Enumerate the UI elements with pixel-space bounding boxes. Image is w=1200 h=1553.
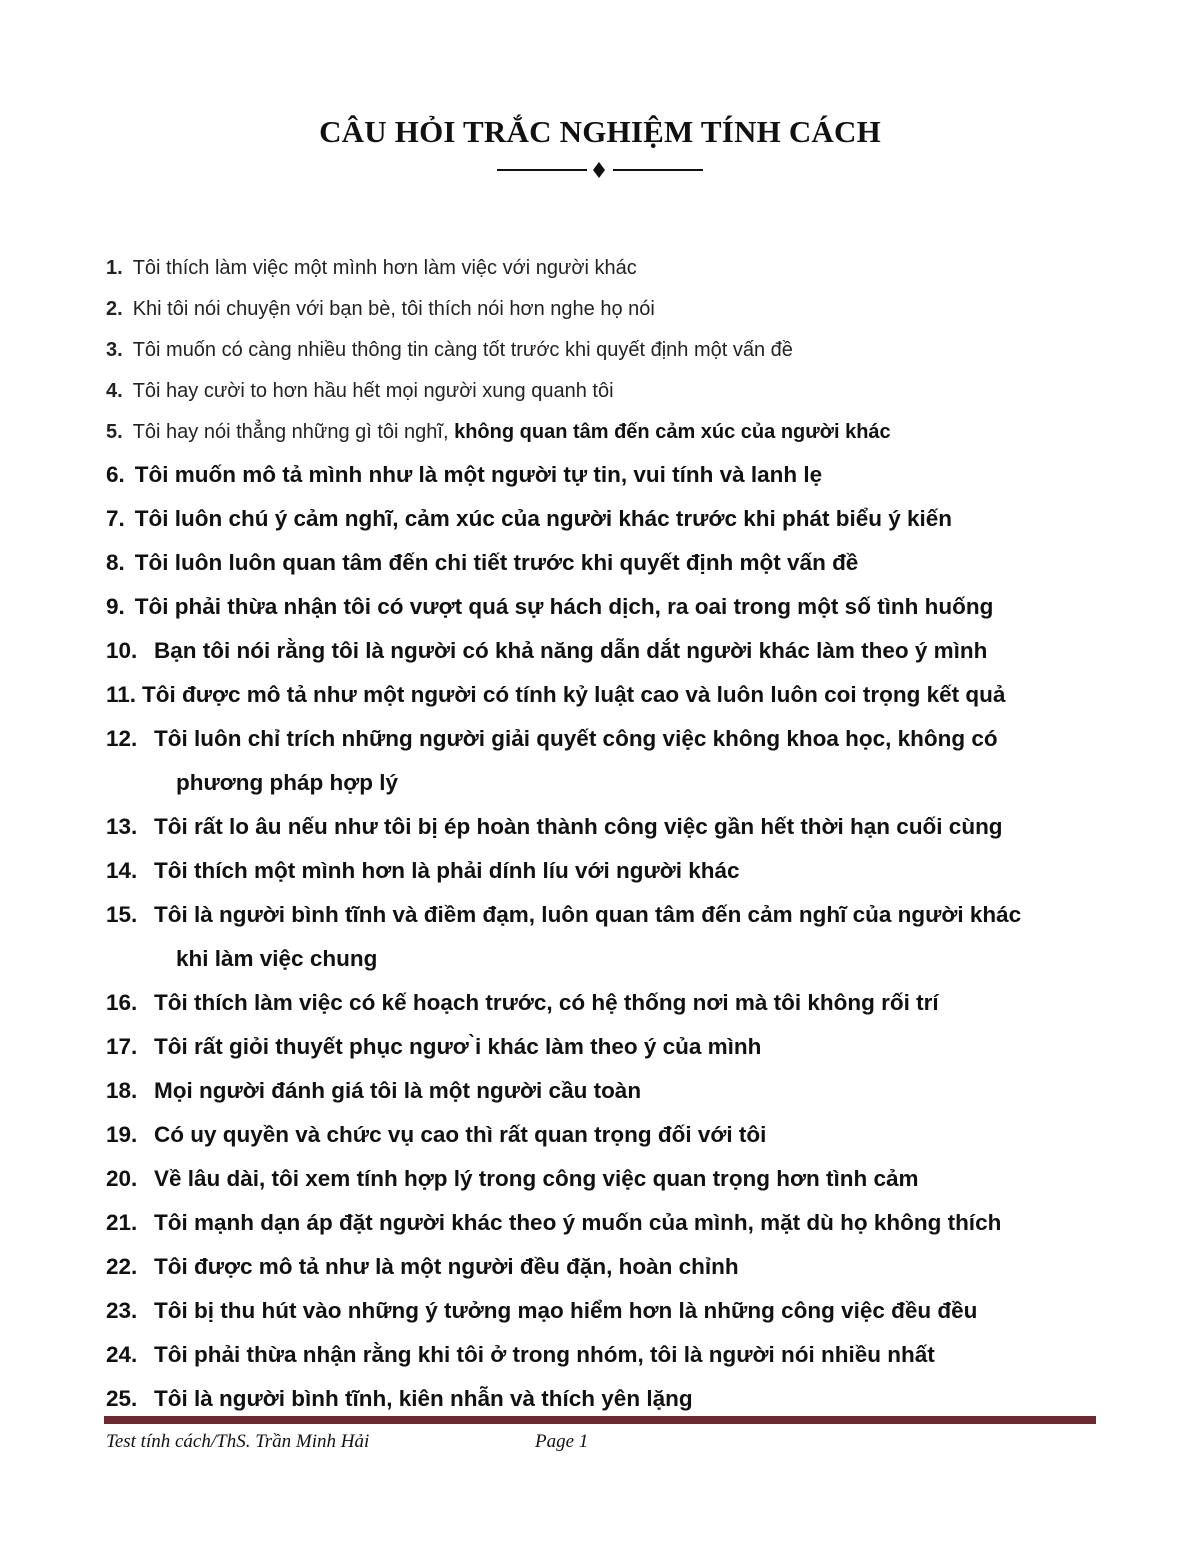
question-item [106, 497, 1092, 541]
question-number: 19. [106, 1122, 138, 1147]
question-number: 15. [106, 902, 138, 927]
question-text: Bạn tôi nói rằng tôi là người có khả năng dẫn dắt người khác làm theo ý mình [154, 638, 988, 663]
question-number: 7. [106, 506, 125, 531]
question-number: 25. [106, 1386, 138, 1411]
question-item [106, 289, 1092, 330]
question-text: Tôi thích một mình hơn là phải dính líu với người khác [154, 858, 740, 883]
question-number: 8. [106, 550, 125, 575]
footer-divider [104, 1416, 1096, 1424]
question-text: Có uy quyền và chức vụ cao thì rất quan trọng đối với tôi [154, 1122, 767, 1147]
question-text: Tôi luôn chú ý cảm nghĩ, cảm xúc của người khác trước khi phát biểu ý kiến [134, 506, 953, 531]
question-text: Tôi muốn mô tả mình như là một người tự tin, vui tính và lanh lẹ [134, 462, 823, 487]
question-number: 21. [106, 1210, 138, 1235]
question-text-continued: phương pháp hợp lý [176, 770, 399, 795]
question-number: 12. [106, 726, 138, 751]
question-item [106, 330, 1092, 371]
question-item [106, 453, 1092, 497]
question-item [106, 412, 1092, 453]
question-number: 3. [106, 339, 123, 361]
question-number: 14. [106, 858, 138, 883]
question-text: Tôi hay nói thẳng những gì tôi nghĩ, [132, 421, 449, 443]
question-item [106, 1377, 1092, 1421]
question-text: Tôi bị thu hút vào những ý tưởng mạo hiểm hơn là những công việc đều đều [154, 1298, 978, 1323]
question-text: Tôi là người bình tĩnh, kiên nhẫn và thích yên lặng [154, 1386, 693, 1411]
question-item [106, 1157, 1092, 1201]
question-text-bold: không quan tâm đến cảm xúc của người khác [448, 421, 891, 443]
question-number: 17. [106, 1034, 138, 1059]
question-item [106, 629, 1092, 673]
ornament-line-left [497, 169, 587, 171]
question-item [106, 1113, 1092, 1157]
question-item [106, 805, 1092, 849]
question-text-wrapper [123, 412, 1092, 453]
question-item [106, 893, 1092, 981]
question-text: Tôi hay cười to hơn hầu hết mọi người xung quanh tôi [132, 380, 614, 402]
question-item [106, 981, 1092, 1025]
question-list [106, 248, 1092, 1421]
ornament-line-right [613, 169, 703, 171]
page-number: Page 1 [535, 1431, 589, 1452]
question-text: Tôi phải thừa nhận rằng khi tôi ở trong nhóm, tôi là người nói nhiều nhất [154, 1342, 935, 1367]
question-text: Mọi người đánh giá tôi là một người cầu toàn [154, 1078, 642, 1103]
question-text: Tôi luôn luôn quan tâm đến chi tiết trước khi quyết định một vấn đề [134, 550, 859, 575]
question-item [106, 849, 1092, 893]
question-item [106, 673, 1092, 717]
footer-author: Test tính cách/ThS. Trần Minh Hải [106, 1431, 370, 1452]
question-item [106, 371, 1092, 412]
question-number: 20. [106, 1166, 138, 1191]
question-item [106, 1289, 1092, 1333]
title-ornament [497, 156, 703, 184]
question-number: 6. [106, 462, 125, 487]
question-number: 11. [106, 682, 137, 707]
question-item [106, 1333, 1092, 1377]
question-number: 24. [106, 1342, 138, 1367]
question-item [106, 1025, 1092, 1069]
question-number: 22. [106, 1254, 138, 1279]
question-text: Tôi thích làm việc một mình hơn làm việc với người khác [132, 257, 637, 279]
question-number: 23. [106, 1298, 138, 1323]
question-text: Tôi phải thừa nhận tôi có vượt quá sự hách dịch, ra oai trong một số tình huống [134, 594, 994, 619]
question-item [106, 541, 1092, 585]
question-text: Về lâu dài, tôi xem tính hợp lý trong công việc quan trọng hơn tình cảm [154, 1166, 919, 1191]
question-number: 18. [106, 1078, 138, 1103]
question-text: Tôi được mô tả như là một người đều đặn, hoàn chỉnh [154, 1254, 739, 1279]
question-item [106, 1069, 1092, 1113]
diamond-icon [593, 162, 605, 178]
question-text: Tôi rất giỏi thuyết phục ngươ ̀i khác làm theo ý của mình [154, 1034, 762, 1059]
question-text: Tôi rất lo âu nếu như tôi bị ép hoàn thành công việc gần hết thời hạn cuối cùng [154, 814, 1003, 839]
question-item [106, 717, 1092, 805]
page-title: CÂU HỎI TRẮC NGHIỆM TÍNH CÁCH [319, 114, 881, 149]
question-text: Tôi muốn có càng nhiều thông tin càng tốt trước khi quyết định một vấn đề [132, 339, 793, 361]
question-number: 10. [106, 638, 138, 663]
question-text-wrapper [154, 717, 1092, 805]
question-number: 1. [106, 257, 123, 279]
question-text: Tôi thích làm việc có kế hoạch trước, có hệ thống nơi mà tôi không rối trí [154, 990, 939, 1015]
question-number: 4. [106, 380, 123, 402]
question-text: Tôi mạnh dạn áp đặt người khác theo ý muốn của mình, mặt dù họ không thích [154, 1210, 1002, 1235]
question-item [106, 1245, 1092, 1289]
question-text: Tôi luôn chỉ trích những người giải quyết công việc không khoa học, không có [154, 726, 998, 751]
question-number: 13. [106, 814, 138, 839]
question-text: Khi tôi nói chuyện với bạn bè, tôi thích nói hơn nghe họ nói [132, 298, 655, 320]
question-item [106, 248, 1092, 289]
question-number: 16. [106, 990, 138, 1015]
question-item [106, 585, 1092, 629]
question-number: 5. [106, 421, 123, 443]
question-text-wrapper [154, 893, 1092, 981]
question-text-continued: khi làm việc chung [176, 946, 378, 971]
question-number: 2. [106, 298, 123, 320]
question-text: Tôi là người bình tĩnh và điềm đạm, luôn quan tâm đến cảm nghĩ của người khác [154, 902, 1022, 927]
question-number: 9. [106, 594, 125, 619]
question-item [106, 1201, 1092, 1245]
question-text: Tôi được mô tả như một người có tính kỷ luật cao và luôn luôn coi trọng kết quả [142, 682, 1006, 707]
